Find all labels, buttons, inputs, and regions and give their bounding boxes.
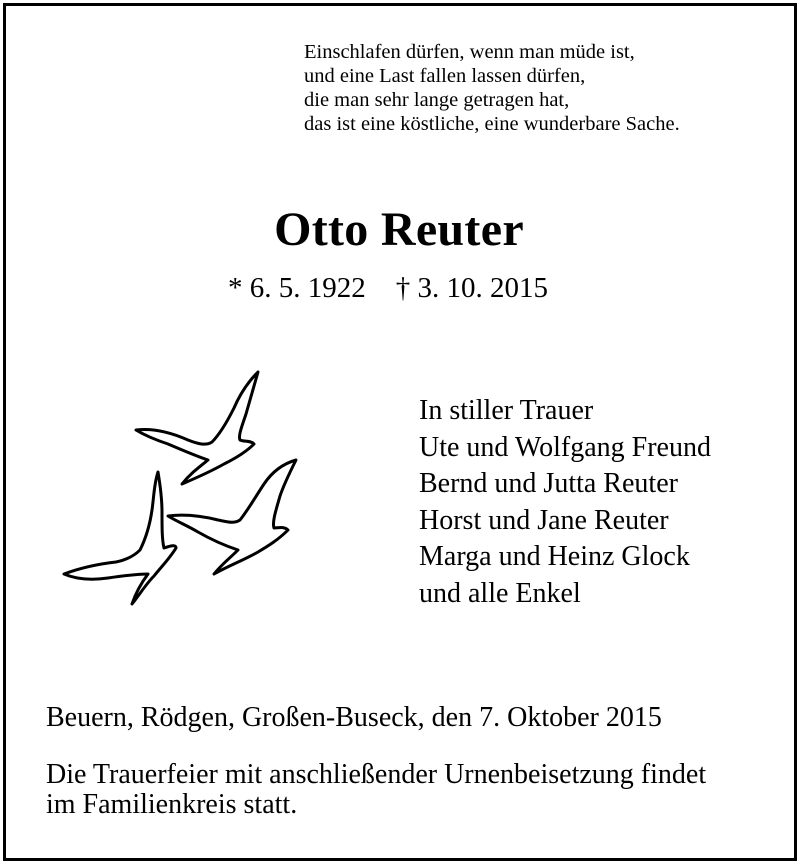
funeral-notice-line: im Familienkreis statt. [46, 789, 298, 820]
deceased-name-block [0, 200, 800, 260]
bird-top [136, 372, 258, 484]
mourner-name: und alle Enkel [419, 577, 581, 609]
poem-line: die man sehr lange getragen hat, [304, 89, 570, 111]
bird-left [64, 472, 176, 604]
deceased-name: Otto Reuter [274, 203, 524, 256]
birth-date: * 6. 5. 1922 [228, 272, 366, 304]
funeral-notice-line: Die Trauerfeier mit anschließender Urnenbeisetzung findet [46, 759, 707, 790]
flying-birds-icon [60, 368, 310, 618]
mourners-list [419, 393, 711, 612]
death-date: † 3. 10. 2015 [395, 272, 548, 304]
place-and-date: Beuern, Rödgen, Großen-Buseck, den 7. Oktober 2015 [46, 702, 662, 733]
poem-line: das ist eine köstliche, eine wunderbare Sache. [304, 113, 680, 135]
funeral-notice [46, 760, 766, 820]
mourner-name: Marga und Heinz Glock [419, 541, 690, 572]
mourners-heading: In stiller Trauer [419, 395, 594, 426]
mourner-name: Horst und Jane Reuter [419, 504, 669, 536]
poem-line: Einschlafen dürfen, wenn man müde ist, [304, 41, 635, 63]
poem [304, 40, 680, 136]
life-dates [228, 270, 548, 306]
mourner-name: Bernd und Jutta Reuter [419, 468, 678, 499]
mourner-name: Ute und Wolfgang Freund [419, 431, 711, 463]
poem-line: und eine Last fallen lassen dürfen, [304, 65, 586, 87]
